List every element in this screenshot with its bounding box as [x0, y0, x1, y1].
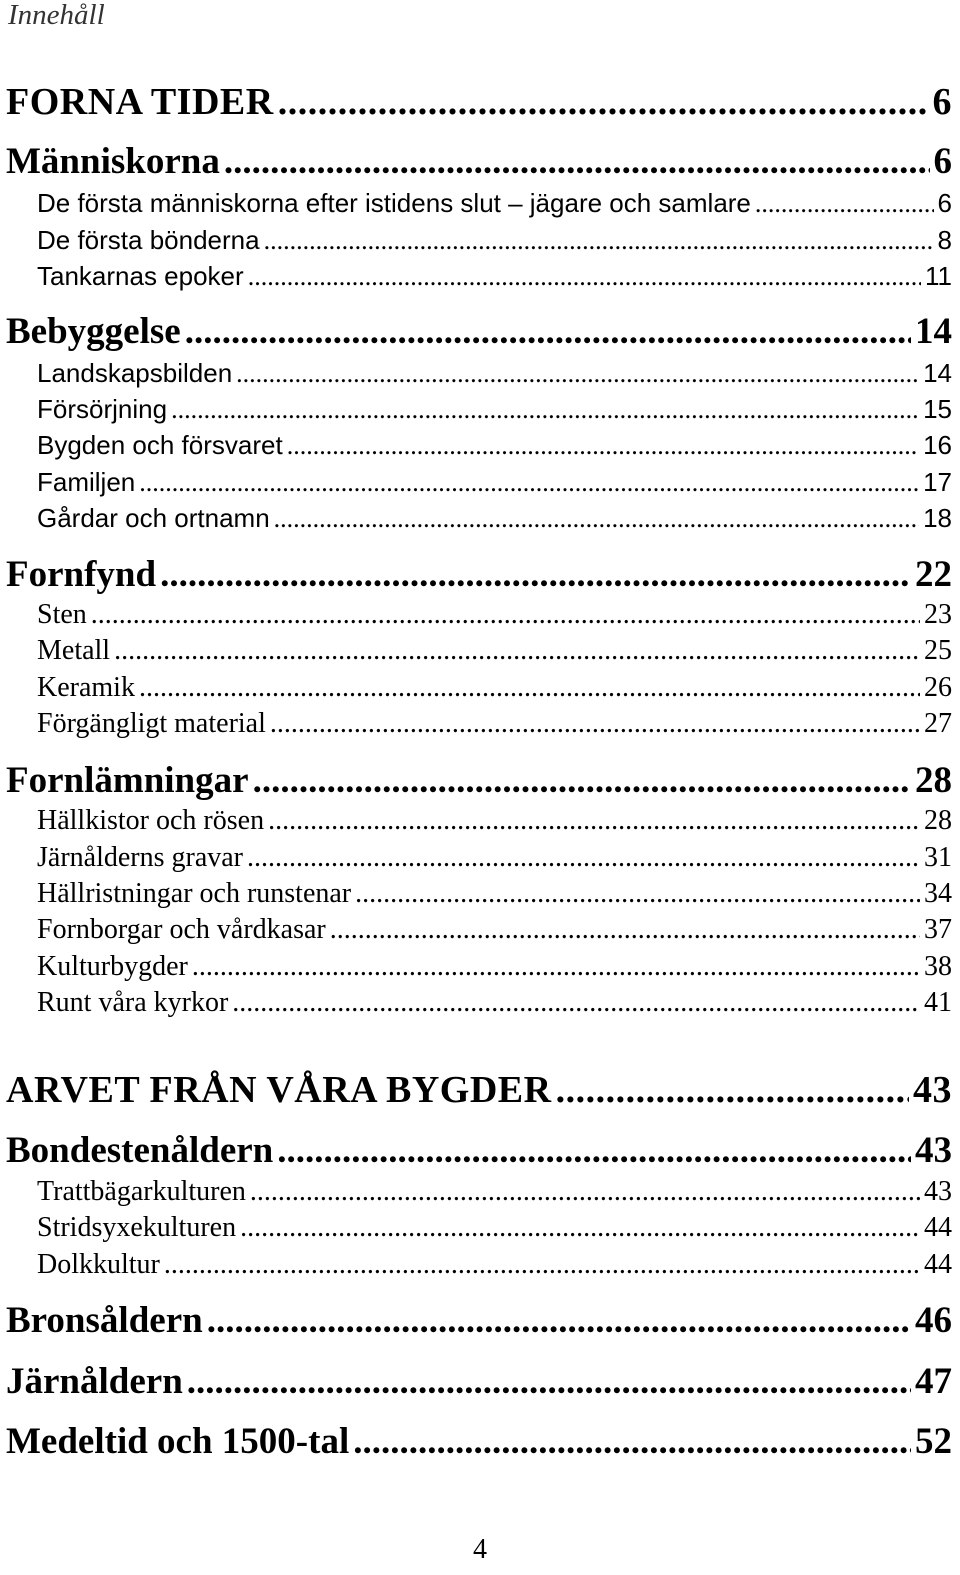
toc-entry-title: Trattbägarkulturen	[37, 1176, 246, 1207]
toc-entry[interactable]	[37, 634, 952, 668]
toc-leader-dots	[268, 804, 920, 838]
page-number: 4	[473, 1534, 487, 1565]
toc-entry-title: Järnålderns gravar	[37, 842, 244, 873]
toc-entry[interactable]	[37, 501, 952, 536]
toc-entry-page: 15	[923, 394, 952, 424]
toc-entry[interactable]	[6, 759, 952, 803]
toc-entry[interactable]	[37, 841, 952, 875]
toc-entry-title: Järnåldern	[6, 1361, 183, 1402]
toc-entry-title: Dolkkultur	[37, 1249, 160, 1280]
toc-entry-page: 43	[924, 1176, 952, 1207]
toc-entry[interactable]	[6, 1068, 952, 1112]
toc-leader-dots	[160, 553, 911, 597]
toc-entry[interactable]	[37, 804, 952, 838]
toc-entry-title: Runt våra kyrkor	[37, 987, 229, 1018]
toc-entry[interactable]	[37, 913, 952, 947]
toc-leader-dots	[139, 466, 919, 500]
toc-leader-dots	[139, 671, 920, 705]
toc-entry-page: 6	[933, 141, 952, 182]
toc-entry-page: 11	[925, 261, 952, 291]
toc-entry-page: 22	[915, 554, 952, 595]
toc-entry-page: 18	[923, 503, 952, 533]
toc-entry-page: 37	[924, 914, 952, 945]
toc-leader-dots	[278, 80, 929, 124]
toc-entry-title: Medeltid och 1500-tal	[6, 1421, 350, 1462]
toc-entry-title: Fornlämningar	[6, 760, 249, 801]
toc-entry[interactable]	[6, 1299, 952, 1343]
toc-entry-page: 52	[915, 1421, 952, 1462]
toc-leader-dots	[164, 1248, 920, 1282]
toc-entry-title: Hällristningar och runstenar	[37, 878, 352, 909]
toc-entry-page: 6	[937, 188, 952, 218]
toc-entry[interactable]	[37, 950, 952, 984]
toc-leader-dots	[274, 502, 919, 536]
toc-entry[interactable]	[6, 80, 952, 124]
toc-leader-dots	[556, 1068, 909, 1112]
toc-entry-title: Försörjning	[37, 394, 168, 424]
toc-entry-page: 31	[924, 842, 952, 873]
toc-entry-title: Bronsåldern	[6, 1300, 203, 1341]
toc-entry-title: Förgängligt material	[37, 708, 266, 739]
toc-entry-page: 28	[924, 805, 952, 836]
toc-leader-dots	[248, 260, 921, 294]
toc-leader-dots	[187, 1360, 911, 1404]
toc-entry-title: Familjen	[37, 467, 136, 497]
toc-entry[interactable]	[6, 1129, 952, 1173]
toc-leader-dots	[755, 187, 934, 221]
toc-leader-dots	[330, 913, 920, 947]
toc-entry-title: Kulturbygder	[37, 951, 188, 982]
toc-entry[interactable]	[37, 1175, 952, 1209]
page-heading: Innehåll	[8, 0, 105, 31]
toc-entry-page: 17	[923, 467, 952, 497]
toc-leader-dots	[114, 634, 920, 668]
toc-entry-page: 28	[915, 760, 952, 801]
toc-entry-title: Stridsyxekulturen	[37, 1212, 237, 1243]
toc-entry-title: Fornborgar och vårdkasar	[37, 914, 326, 945]
toc-entry[interactable]	[37, 428, 952, 463]
toc-entry[interactable]	[37, 986, 952, 1020]
toc-entry-page: 43	[915, 1130, 952, 1171]
toc-leader-dots	[264, 224, 934, 258]
toc-leader-dots	[91, 598, 920, 632]
toc-leader-dots	[171, 393, 919, 427]
toc-entry-page: 41	[924, 987, 952, 1018]
toc-entry-page: 8	[937, 225, 952, 255]
toc-leader-dots	[353, 1420, 911, 1464]
toc-entry[interactable]	[37, 465, 952, 500]
toc-leader-dots	[185, 310, 911, 354]
toc-leader-dots	[250, 1175, 920, 1209]
toc-entry[interactable]	[37, 1248, 952, 1282]
toc-leader-dots	[192, 950, 920, 984]
toc-entry[interactable]	[37, 598, 952, 632]
toc-entry[interactable]	[37, 1211, 952, 1245]
toc-entry-title: Fornfynd	[6, 554, 157, 595]
toc-entry-page: 46	[915, 1300, 952, 1341]
toc-entry-page: 16	[923, 430, 952, 460]
toc-entry-page: 6	[932, 81, 952, 123]
toc-leader-dots	[270, 707, 920, 741]
toc-entry-title: Människorna	[6, 141, 220, 182]
toc-entry-page: 23	[924, 599, 952, 630]
toc-entry-title: Landskapsbilden	[37, 358, 233, 388]
toc-entry-page: 27	[924, 708, 952, 739]
toc-entry[interactable]	[37, 223, 952, 258]
toc-entry[interactable]	[6, 1360, 952, 1404]
toc-leader-dots	[277, 1129, 911, 1173]
toc-entry-title: Bygden och försvaret	[37, 430, 283, 460]
toc-leader-dots	[207, 1299, 911, 1343]
toc-entry-title: ARVET FRÅN VÅRA BYGDER	[6, 1069, 552, 1111]
toc-leader-dots	[355, 877, 920, 911]
toc-entry[interactable]	[37, 186, 952, 221]
toc-entry[interactable]	[37, 671, 952, 705]
toc-entry-title: Bebyggelse	[6, 311, 181, 352]
toc-entry[interactable]	[37, 356, 952, 391]
toc-entry[interactable]	[37, 707, 952, 741]
toc-entry-page: 38	[924, 951, 952, 982]
toc-entry[interactable]	[6, 553, 952, 597]
toc-leader-dots	[236, 357, 919, 391]
toc-entry-page: 34	[924, 878, 952, 909]
toc-entry[interactable]	[37, 392, 952, 427]
toc-entry-title: De första bönderna	[37, 225, 260, 255]
toc-entry-page: 14	[915, 311, 952, 352]
toc-leader-dots	[247, 841, 920, 875]
toc-entry-title: Sten	[37, 599, 87, 630]
toc-entry-page: 44	[924, 1212, 952, 1243]
toc-entry-title: Keramik	[37, 672, 135, 703]
toc-entry-title: Tankarnas epoker	[37, 261, 244, 291]
toc-entry-page: 25	[924, 635, 952, 666]
toc-leader-dots	[224, 140, 930, 184]
toc-entry-page: 14	[923, 358, 952, 388]
toc-entry-title: FORNA TIDER	[6, 81, 274, 123]
toc-entry-page: 43	[913, 1069, 952, 1111]
toc-entry-title: De första människorna efter istidens slut – jägare och samlare	[37, 188, 751, 218]
toc-leader-dots	[232, 986, 920, 1020]
toc-entry-title: Metall	[37, 635, 111, 666]
toc-entry[interactable]	[6, 140, 952, 184]
toc-leader-dots	[253, 759, 911, 803]
toc-entry-title: Bondestenåldern	[6, 1130, 274, 1171]
toc-entry-page: 47	[915, 1361, 952, 1402]
toc-entry[interactable]	[37, 877, 952, 911]
toc-entry-title: Hällkistor och rösen	[37, 805, 265, 836]
toc-entry[interactable]	[37, 259, 952, 294]
toc-leader-dots	[240, 1211, 920, 1245]
toc-entry-page: 26	[924, 672, 952, 703]
toc-entry-title: Gårdar och ortnamn	[37, 503, 270, 533]
toc-entry[interactable]	[6, 1420, 952, 1464]
toc-entry[interactable]	[6, 310, 952, 354]
toc-entry-page: 44	[924, 1249, 952, 1280]
toc-leader-dots	[287, 429, 919, 463]
